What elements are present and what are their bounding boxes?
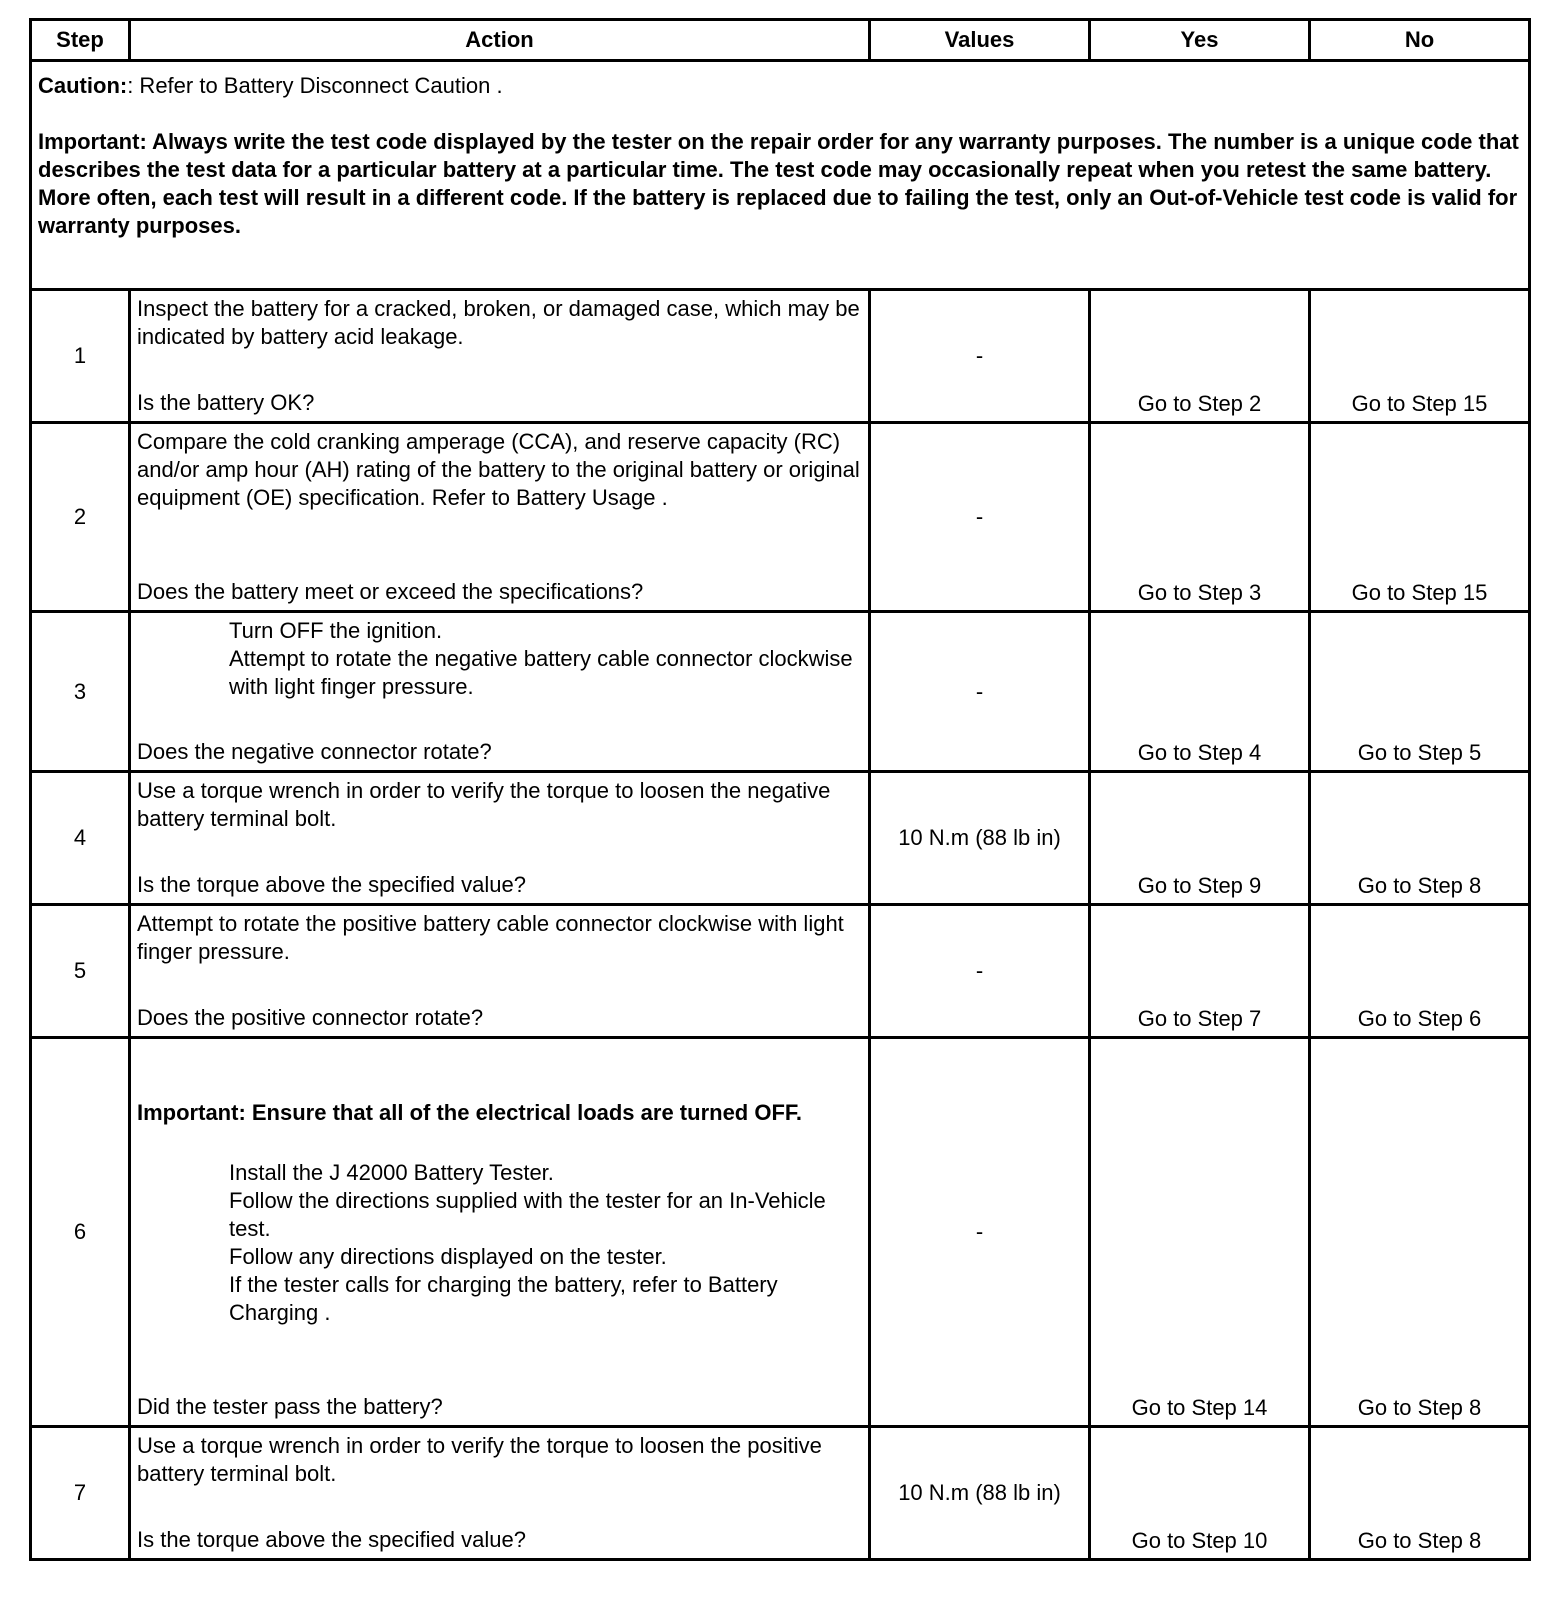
step-number: 7 [31, 1427, 130, 1560]
caution-note [38, 72, 1522, 100]
action-text: Use a torque wrench in order to verify the torque to loosen the negative battery terminal bolt. [137, 778, 831, 831]
yes-result: Go to Step 9 [1090, 772, 1310, 905]
value-cell: 10 N.m (88 lb in) [870, 772, 1090, 905]
action-cell [130, 772, 870, 905]
action-text: Inspect the battery for a cracked, broken, or damaged case, which may be indicated by battery acid leakage. [137, 296, 860, 349]
header-row [31, 20, 1530, 61]
action-cell [130, 612, 870, 772]
action-text: Attempt to rotate the positive battery cable connector clockwise with light finger pressure. [137, 911, 844, 964]
yes-result: Go to Step 10 [1090, 1427, 1310, 1560]
action-question: Is the torque above the specified value? [137, 872, 526, 897]
step-number: 4 [31, 772, 130, 905]
header-yes: Yes [1090, 20, 1310, 61]
value-cell: - [870, 423, 1090, 612]
action-question: Is the battery OK? [137, 390, 315, 415]
step-number: 5 [31, 905, 130, 1038]
action-text: Compare the cold cranking amperage (CCA), and reserve capacity (RC) and/or amp hour (AH) rating of the battery to the original battery or original equipment (OE) specification. Refer to Battery Usage . [137, 429, 860, 510]
no-result: Go to Step 8 [1310, 1427, 1530, 1560]
action-text: Use a torque wrench in order to verify the torque to loosen the positive battery terminal bolt. [137, 1433, 822, 1486]
action-cell [130, 423, 870, 612]
step-number: 6 [31, 1038, 130, 1427]
yes-result: Go to Step 2 [1090, 290, 1310, 423]
no-result: Go to Step 15 [1310, 290, 1530, 423]
header-no: No [1310, 20, 1530, 61]
caution-label: Caution: [38, 73, 128, 98]
action-item: Turn OFF the ignition. [229, 618, 443, 643]
action-item: Install the J 42000 Battery Tester. [229, 1160, 554, 1185]
action-item: Follow the directions supplied with the tester for an In-Vehicle test. [229, 1188, 826, 1241]
table-row [31, 290, 1530, 423]
action-item: If the tester calls for charging the battery, refer to Battery Charging . [229, 1272, 778, 1325]
no-result: Go to Step 8 [1310, 772, 1530, 905]
step-number: 3 [31, 612, 130, 772]
value-cell: - [870, 905, 1090, 1038]
value-cell: - [870, 290, 1090, 423]
yes-result: Go to Step 14 [1090, 1038, 1310, 1427]
notes-cell [31, 61, 1530, 290]
yes-result: Go to Step 4 [1090, 612, 1310, 772]
value-cell: 10 N.m (88 lb in) [870, 1427, 1090, 1560]
action-cell [130, 1038, 870, 1427]
action-question: Does the negative connector rotate? [137, 739, 492, 764]
action-question: Did the tester pass the battery? [137, 1394, 443, 1419]
table-row [31, 772, 1530, 905]
action-question: Does the positive connector rotate? [137, 1005, 484, 1030]
no-result: Go to Step 5 [1310, 612, 1530, 772]
table-row [31, 905, 1530, 1038]
value-cell: - [870, 612, 1090, 772]
important-note: Important: Ensure that all of the electrical loads are turned OFF. [137, 1100, 803, 1125]
caution-text: : Refer to Battery Disconnect Caution . [127, 73, 503, 98]
value-cell: - [870, 1038, 1090, 1427]
action-cell [130, 290, 870, 423]
diagnostic-table [29, 18, 1531, 1561]
no-result: Go to Step 15 [1310, 423, 1530, 612]
step-number: 2 [31, 423, 130, 612]
table-row [31, 423, 1530, 612]
header-action: Action [130, 20, 870, 61]
table-row [31, 612, 1530, 772]
action-item: Attempt to rotate the negative battery cable connector clockwise with light finger pressure. [229, 646, 853, 699]
no-result: Go to Step 8 [1310, 1038, 1530, 1427]
yes-result: Go to Step 3 [1090, 423, 1310, 612]
table-row [31, 1038, 1530, 1427]
action-cell [130, 1427, 870, 1560]
step-number: 1 [31, 290, 130, 423]
important-note: Important: Always write the test code displayed by the tester on the repair order for any warranty purposes. The number is a unique code that describes the test data for a particular battery at a particular time. The test code may occasionally repeat when you retest the same battery. More often, each test will result in a different code. If the battery is replaced due to failing the test, only an Out-of-Vehicle test code is valid for warranty purposes. [38, 129, 1519, 238]
action-cell [130, 905, 870, 1038]
action-question: Is the torque above the specified value? [137, 1527, 526, 1552]
notes-row [31, 61, 1530, 290]
action-item: Follow any directions displayed on the tester. [229, 1244, 667, 1269]
action-question: Does the battery meet or exceed the specifications? [137, 579, 644, 604]
yes-result: Go to Step 7 [1090, 905, 1310, 1038]
no-result: Go to Step 6 [1310, 905, 1530, 1038]
table-row [31, 1427, 1530, 1560]
header-values: Values [870, 20, 1090, 61]
header-step: Step [31, 20, 130, 61]
